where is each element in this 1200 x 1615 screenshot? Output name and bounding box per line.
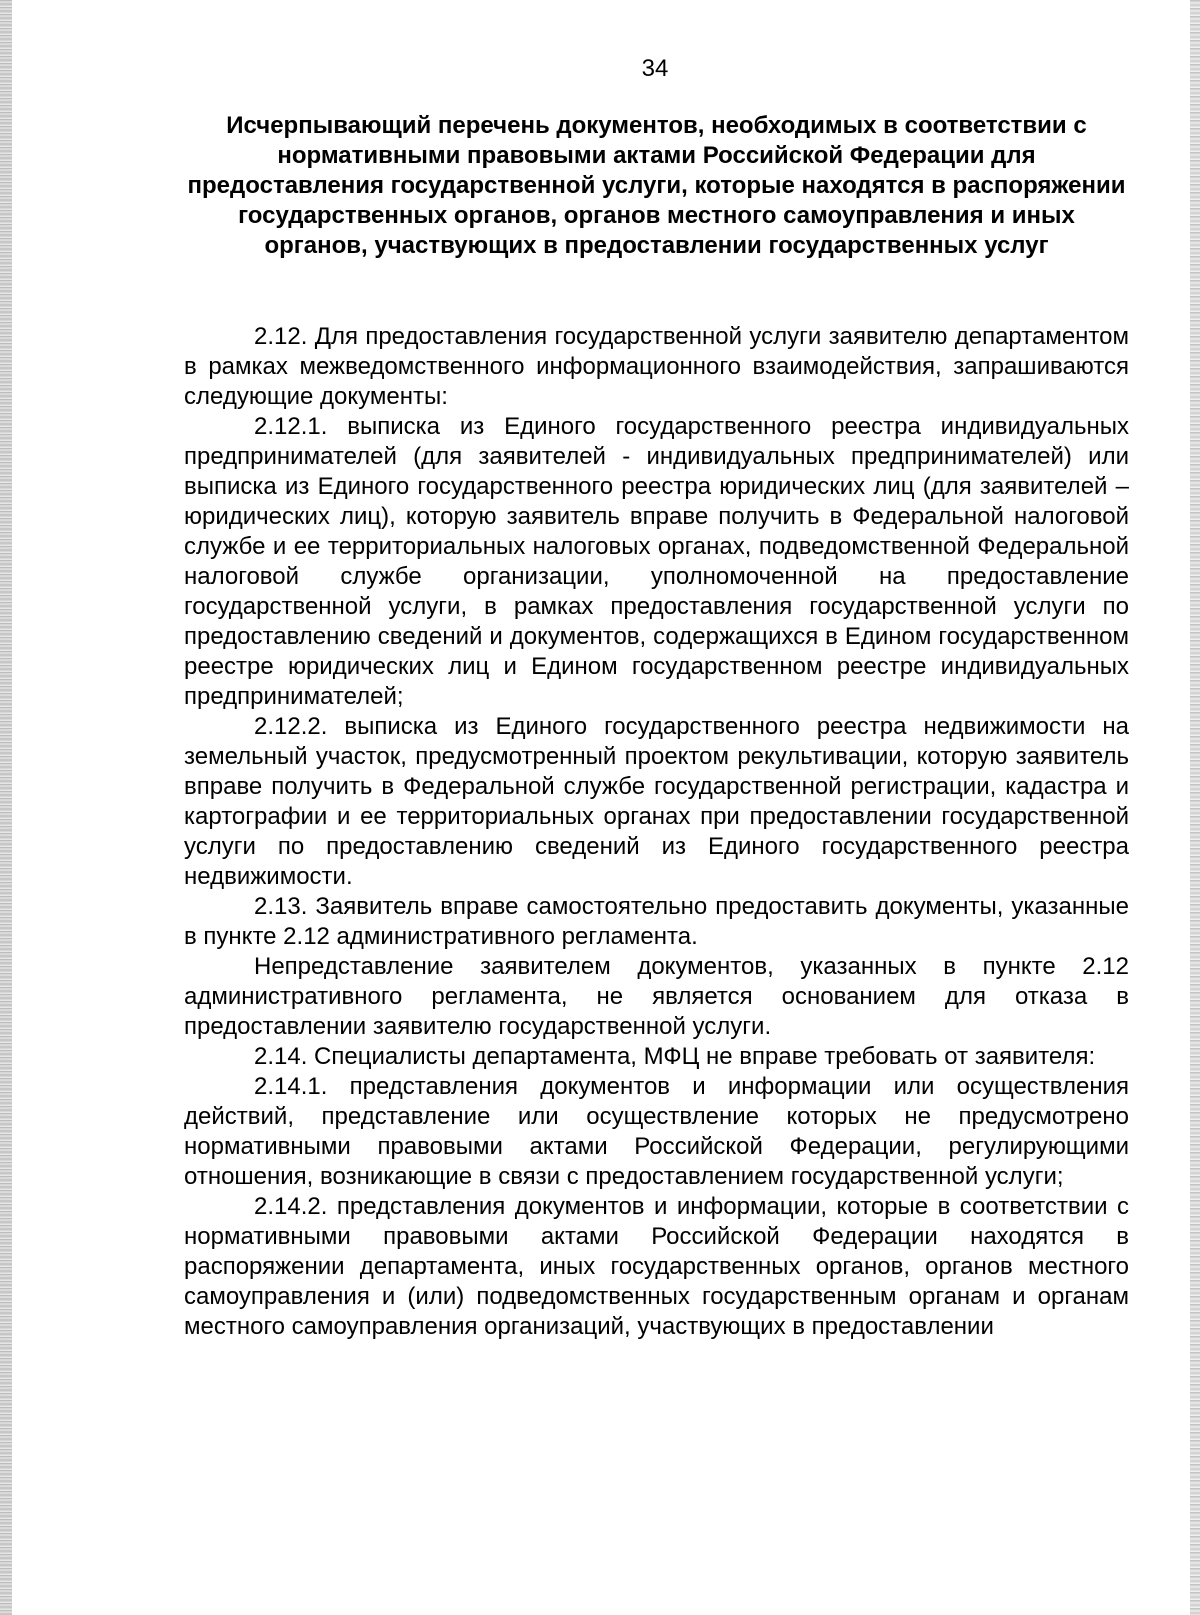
document-body — [184, 322, 1129, 1342]
paragraph-2-12-2: 2.12.2. выписка из Единого государственного реестра недвижимости на земельный участок, предусмотренный проектом рекультивации, которую заявитель вправе получить в Федеральной службе государственной регистрации, кадастра и картографии и ее территориальных органах при предоставлении государственной услуги по предоставлению сведений из Единого государственного реестра недвижимости. — [184, 713, 1129, 890]
section-heading-text: Исчерпывающий перечень документов, необходимых в соответствии с нормативными правовыми актами Российской Федерации для предоставления государственной услуги, которые находятся в распоряжении государственных органов, органов местного самоуправления и иных органов, участвующих в предоставлении государственных услуг — [187, 112, 1126, 259]
scan-right-edge — [1190, 0, 1200, 1615]
paragraph-2-12-1: 2.12.1. выписка из Единого государственного реестра индивидуальных предпринимателей (для заявителей - индивидуальных предпринимателей) или выписка из Единого государственного реестра юридических лиц (для заявителей – юридических лиц), которую заявитель вправе получить в Федеральной налоговой службе и ее территориальных налоговых органах, подведомственной Федеральной налоговой службе организации, уполномоченной на предоставление государственной услуги, в рамках предоставления государственной услуги по предоставлению сведений и документов, содержащихся в Едином государственном реестре юридических лиц и Едином государственном реестре индивидуальных предпринимателей; — [184, 413, 1129, 710]
section-heading — [184, 111, 1129, 261]
paragraph-2-12: 2.12. Для предоставления государственной услуги заявителю департаментом в рамках межведомственного информационного взаимодействия, запрашиваются следующие документы: — [184, 323, 1129, 410]
paragraph-2-14-2: 2.14.2. представления документов и информации, которые в соответствии с нормативными правовыми актами Российской Федерации находятся в распоряжении департамента, иных государственных органов, органов местного самоуправления и (или) подведомственных государственным органам и органам местного самоуправления организаций, участвующих в предоставлении — [184, 1193, 1129, 1340]
scan-left-edge — [0, 0, 12, 1615]
paragraph-2-13: 2.13. Заявитель вправе самостоятельно предоставить документы, указанные в пункте 2.12 административного регламента. — [184, 893, 1129, 950]
page-number: 34 — [641, 55, 669, 82]
paragraph-non-submission: Непредставление заявителем документов, указанных в пункте 2.12 административного регламента, не является основанием для отказа в предоставлении заявителю государственной услуги. — [184, 953, 1129, 1040]
paragraph-2-14-1: 2.14.1. представления документов и информации или осуществления действий, представление или осуществление которых не предусмотрено нормативными правовыми актами Российской Федерации, регулирующими отношения, возникающие в связи с предоставлением государственной услуги; — [184, 1073, 1129, 1190]
paragraph-2-14: 2.14. Специалисты департамента, МФЦ не вправе требовать от заявителя: — [254, 1043, 1096, 1070]
